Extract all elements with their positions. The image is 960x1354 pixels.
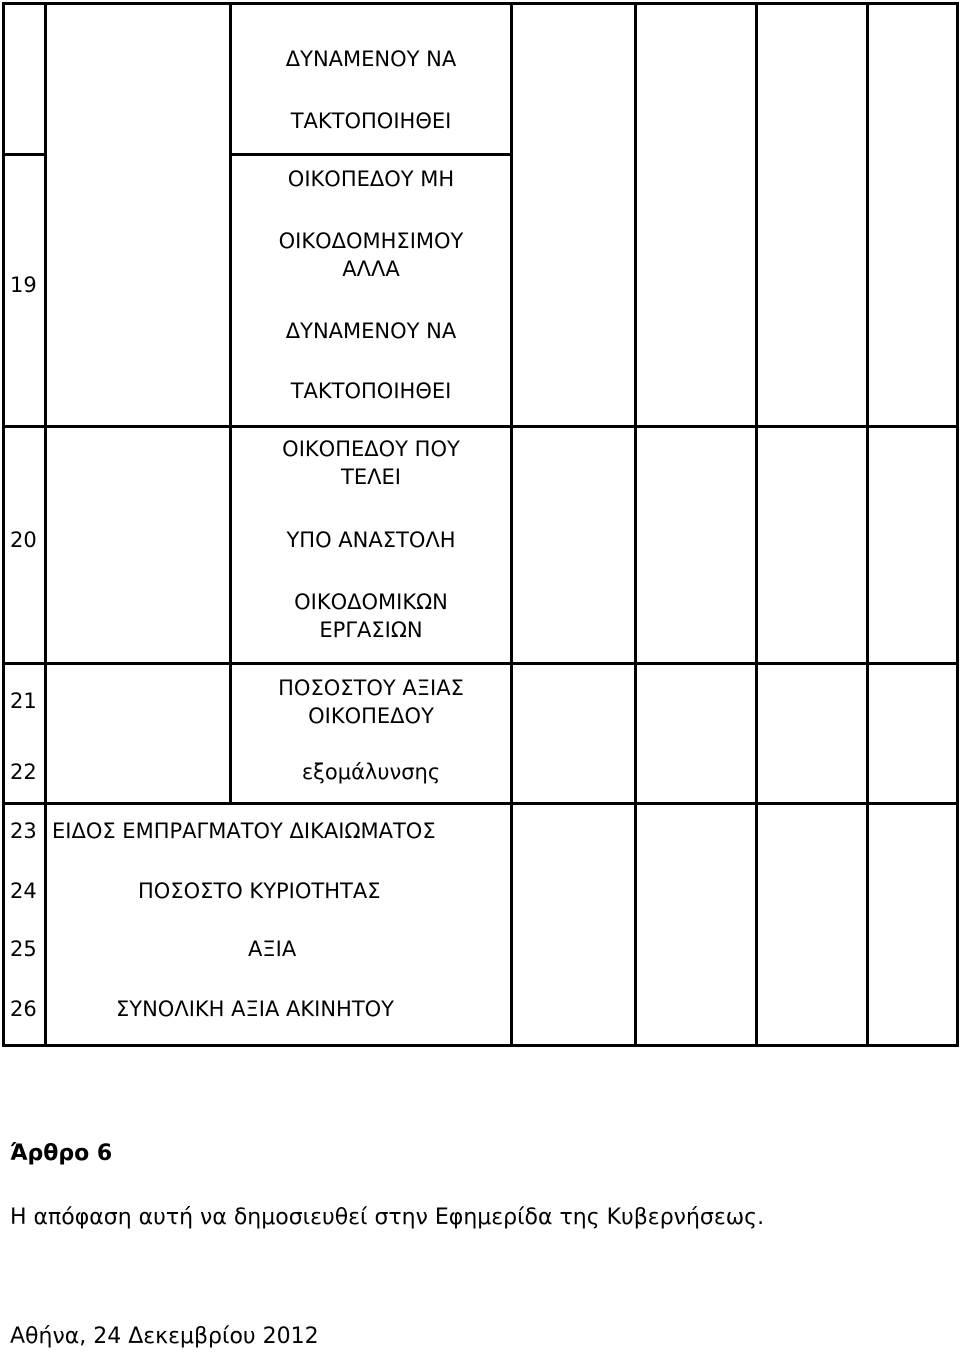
row-label: ΑΞΙΑ — [248, 937, 297, 961]
row-label-line: ΠΟΣΟΣΤΟΥ ΑΞΙΑΣ — [278, 676, 464, 700]
row-number: 26 — [10, 997, 37, 1021]
row-label-line: ΟΙΚΟΠΕΔΟΥ ΠΟΥ — [282, 437, 460, 461]
row-label-line: ΤΕΛΕΙ — [341, 465, 401, 489]
article-text: Η απόφαση αυτή να δημοσιευθεί στην Εφημερίδα της Κυβερνήσεως. — [10, 1205, 765, 1230]
table-border-bottom — [2, 1044, 959, 1047]
row-label-line: ΑΛΛΑ — [342, 257, 400, 281]
column-divider — [634, 2, 637, 1047]
row-number: 24 — [10, 879, 37, 903]
row-number: 23 — [10, 819, 37, 843]
row-label-line: ΤΑΚΤΟΠΟΙΗΘΕΙ — [290, 109, 452, 133]
date-line: Αθήνα, 24 Δεκεμβρίου 2012 — [10, 1324, 319, 1349]
row-divider — [2, 425, 959, 428]
row-label-line: ΤΑΚΤΟΠΟΙΗΘΕΙ — [290, 379, 452, 403]
row-label-line: ΟΙΚΟΔΟΜΙΚΩΝ — [294, 590, 448, 614]
row-label-line: ΟΙΚΟΠΕΔΟΥ — [308, 704, 434, 728]
column-divider — [755, 2, 758, 1047]
row-divider — [2, 153, 45, 156]
table-border-left — [2, 2, 5, 1047]
row-divider — [229, 153, 512, 156]
table-border-top — [2, 2, 959, 5]
row-number: 20 — [10, 528, 37, 552]
row-divider — [2, 802, 959, 805]
column-divider — [510, 2, 513, 1047]
row-label: ΕΙΔΟΣ ΕΜΠΡΑΓΜΑΤΟΥ ΔΙΚΑΙΩΜΑΤΟΣ — [52, 819, 436, 843]
row-label-line: ΔΥΝΑΜΕΝΟΥ ΝΑ — [285, 47, 457, 71]
row-label-line: ΔΥΝΑΜΕΝΟΥ ΝΑ — [285, 319, 457, 343]
row-number: 25 — [10, 937, 37, 961]
row-label-line: ΥΠΟ ΑΝΑΣΤΟΛΗ — [286, 528, 456, 552]
column-divider — [44, 2, 47, 1047]
row-label-line: ΟΙΚΟΔΟΜΗΣΙΜΟΥ — [278, 229, 464, 253]
row-number: 19 — [10, 273, 37, 297]
row-label: ΣΥΝΟΛΙΚΗ ΑΞΙΑ ΑΚΙΝΗΤΟΥ — [116, 997, 395, 1021]
article-heading: Άρθρο 6 — [10, 1141, 113, 1166]
row-number: 22 — [10, 760, 37, 784]
row-label-line: ΕΡΓΑΣΙΩΝ — [319, 618, 423, 642]
column-divider — [866, 2, 869, 1047]
row-label-line: εξομάλυνσης — [301, 760, 441, 784]
row-label: ΠΟΣΟΣΤΟ ΚΥΡΙΟΤΗΤΑΣ — [138, 879, 381, 903]
table-border-right — [956, 2, 959, 1047]
row-divider — [2, 662, 959, 665]
row-label-line: ΟΙΚΟΠΕΔΟΥ ΜΗ — [287, 167, 455, 191]
row-number: 21 — [10, 689, 37, 713]
